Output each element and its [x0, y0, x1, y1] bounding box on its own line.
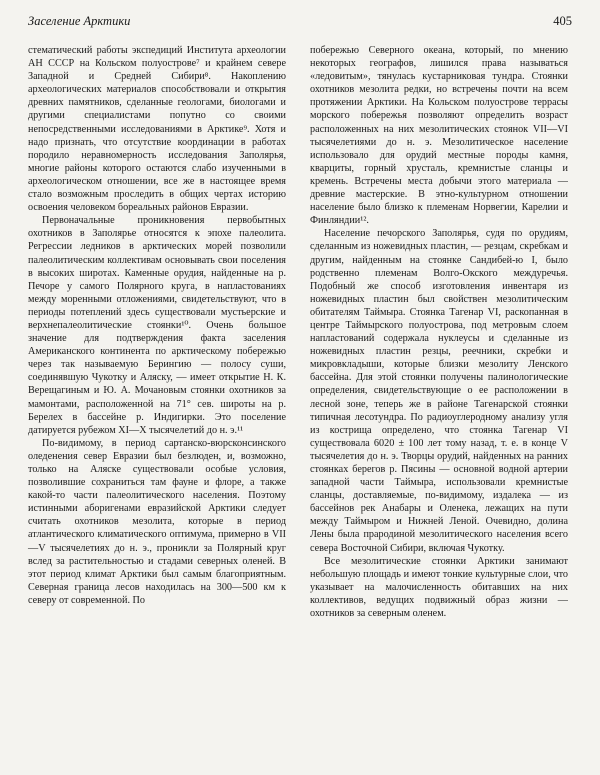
right-paragraph-3: Все мезолитические стоянки Арктики занимают небольшую площадь и имеют тонкие культурные слои, что указывает на малочисленность обитавших на них коллективов, ведущих подвижный образ жизни — охотников за северным оленем. — [310, 555, 568, 620]
left-paragraph-1: стематический работы экспедиций Института археологии АН СССР на Кольском полуострове⁷ и крайнем севере Западной и Средней Сибири⁸. Накоплению археологических материалов способствовали и открытия древних памятников, сделанные геологами, биологами и другими специалистами попутно со своими непосредственными исследованиями в Арктике⁹. Хотя и надо признать, что отсутствие координации в работах породило неравномерность исследования Заполярья, многие районы которого остаются слабо изученными в археологическом отношении, все же в настоящее время стало возможным проследить в общих чертах историю освоения человеком бореальных районов Евразии. — [28, 45, 286, 214]
left-paragraph-3: По-видимому, в период сартанско-вюрсконсинского оледенения север Евразии был безлюден, и, возможно, только на Аляске существовали особые условия, позволившие сохраниться там фауне и флоре, а также какой-то части палеолитического населения. Поэтому истинными аборигенами евразийской Арктики следует считать охотников мезолита, которые в период атлантического климатического оптимума, примерно в VII—V тысячелетиях до н. э., проникли за Полярный круг вслед за растительностью и стадами северных оленей. В этот период климат Арктики был самым благоприятным. Северная граница лесов находилась на 300—500 км к северу от современной. По — [28, 437, 286, 606]
right-paragraph-1: побережью Северного океана, который, по мнению некоторых географов, лишился права называться «ледовитым», тянулась кустарниковая тундра. Стоянки охотников мезолита редки, но встречены почти на всем протяжении Арктики. На Кольском полуострове террасы морского побережья позволяют определить возраст расположенных на них мезолитических стоянок VII—VI тысячелетиями до н. э. Мезолитическое население использовало для орудий местные породы камня, кварциты, горный хрусталь, кремнистые сланцы и кремень. Встречены места добычи этого материала — древние мастерские. В этно-культурном отношении население было близко к племенам Норвегии, Карелии и Финляндии¹². — [310, 45, 568, 227]
page-header — [28, 14, 572, 32]
page-number: 405 — [553, 14, 572, 28]
right-column — [310, 44, 568, 620]
left-column — [28, 44, 286, 607]
left-paragraph-2: Первоначальные проникновения первобытных охотников в Заполярье относятся к эпохе палеолита. Регрессии ледников в арктических морей позволили палеолитическим коллективам основывать свои поселения в высоких широтах. Каменные орудия, найденные на р. Печоре у самого Полярного круга, в напластованиях между моренными отложениями, свидетельствуют, что в периоды потеплений здесь существовали мустьерские и верхнепалеолитические стоянки¹⁰. Очень большое значение для подтверждения факта заселения Американского континента по арктическому побережью через так называемую Берингию — полосу суши, соединявшую Чукотку и Аляску, — имеет открытие Н. К. Верещагиным и Ю. А. Мочановым стоянки охотников за мамонтами, расположенной на 71° сев. широты на р. Берелех в бассейне р. Индигирки. Это поселение датируется рубежом XI—X тысячелетий до н. э.¹¹ — [28, 215, 286, 436]
right-paragraph-2: Население печорского Заполярья, судя по орудиям, сделанным из ножевидных пластин, — резцам, скребкам и другим, найденным на стоянке Сандибей-ю I, было родственно племенам Волго-Окского междуречья. Подобный же способ изготовления инвентаря из ножевидных пластин был свойствен мезолитическим обитателям Таймыра. Стоянка Тагенар VI, раскопанная в центре Таймырского полуострова, под метровым слоем напластований содержала нуклеусы и сделанные из ножевидных пластин резцы, реечники, скребки и микровкладыши, которые близки мезолиту Ленского бассейна. Для этой стоянки получены палинологические определения, свидетельствующие о ее расположении в лесной зоне, теперь же в районе Тагенарской стоянки типичная лесотундра. По радиоуглеродному анализу угля из кострища определено, что стоянка Тагенар VI существовала 6020 ± 100 лет тому назад, т. е. в конце V тысячелетия до н. э. Творцы орудий, найденных на ранних стоянках берегов р. Пясины — основной водной артерии западной части Таймыра, использовали кремнистые сланцы, доставляемые, по-видимому, издалека — из бассейнов рек Анабары и Оленека, лежащих на пути между Таймыром и Нижней Леной. Очевидно, долина Лены была прародиной мезолитического населения всего севера Восточной Сибири, включая Чукотку. — [310, 228, 568, 554]
running-head: Заселение Арктики — [28, 14, 131, 28]
